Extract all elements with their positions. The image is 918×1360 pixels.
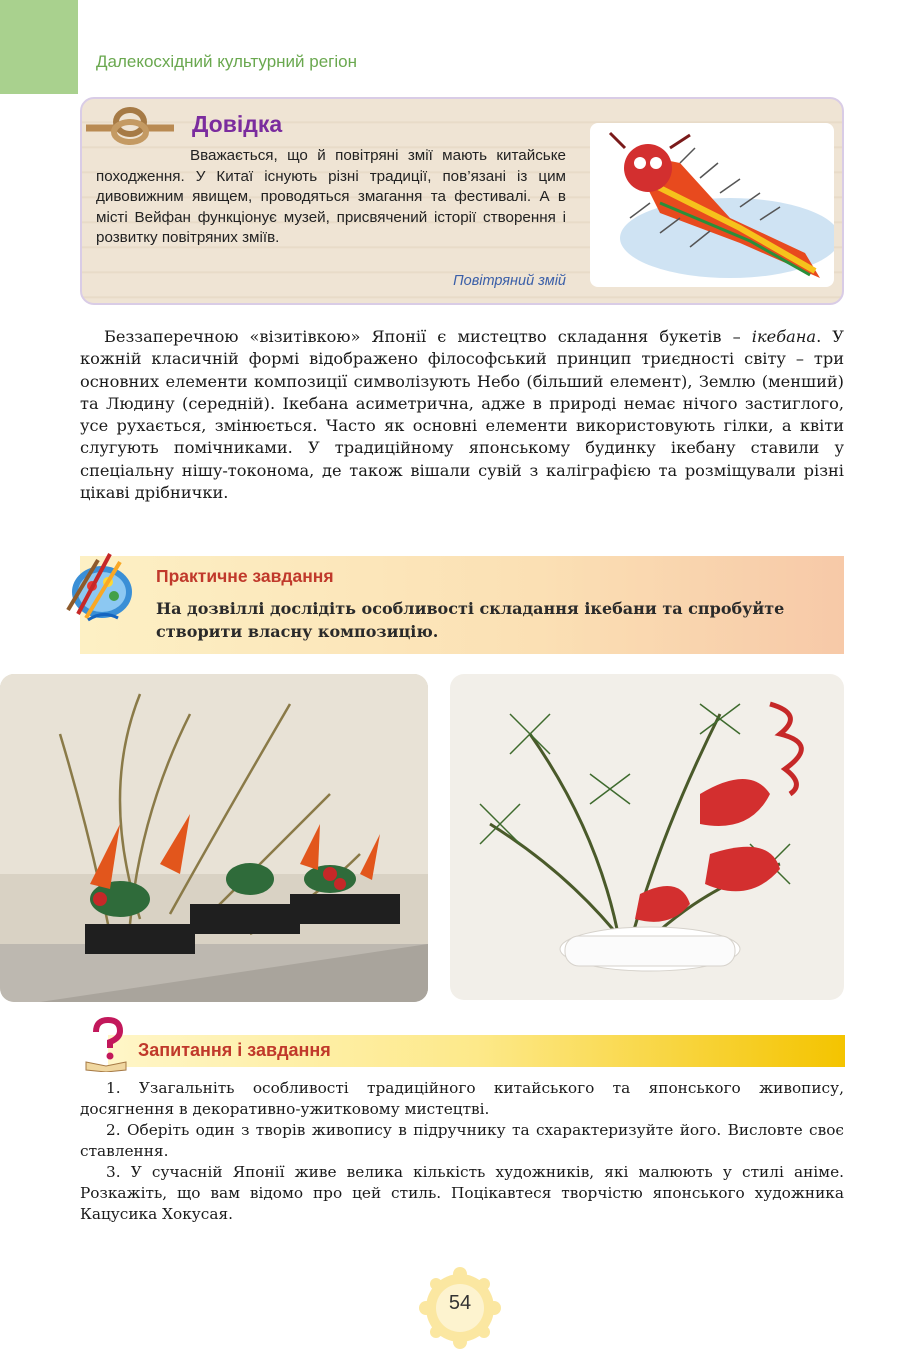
reference-text: Вважається, що й повітряні змії мають китайське походження. У Китаї існують різні традиції, пов’язані із цим дивовижним явищем, проводяться змагання та фестивалі. А в місті Вейфан функціонує музей, присвячений історії створення і розвитку повітряних зміїв. xyxy=(96,147,566,246)
ikebana-paragraph xyxy=(80,326,844,504)
page-number: 54 xyxy=(448,1292,472,1314)
question-item: 2. Оберіть один з творів живопису в підручнику та схарактеризуйте його. Висловте своє ставлення. xyxy=(80,1121,844,1160)
kite-image xyxy=(590,123,834,287)
questions-list xyxy=(80,1078,844,1225)
ikebana-photo-branches xyxy=(0,674,428,1002)
question-item: 1. Узагальніть особливості традиційного китайського та японського живопису, досягнення в декоративно-ужитковому мистецтві. xyxy=(80,1079,844,1118)
running-header: Далекосхідний культурний регіон xyxy=(96,52,358,71)
kite-caption: Повітряний змій xyxy=(453,273,566,289)
question-item: 3. У сучасній Японії живе велика кількість художників, які малюють у стилі аніме. Розкажіть, що вам відомо про цей стиль. Поцікавтеся творчістю японського художника Кацусика Хокусая. xyxy=(80,1163,844,1223)
ikebana-term: ікебана xyxy=(751,327,817,346)
palette-brushes-icon xyxy=(58,540,138,624)
ikebana-photo-anthurium xyxy=(450,674,844,1000)
practical-task-text: На дозвіллі дослідіть особливості складання ікебани та спробуйте створити власну композицію. xyxy=(156,599,785,641)
chapter-color-tab xyxy=(0,0,78,94)
rope-knot-icon xyxy=(86,104,174,148)
reference-title: Довідка xyxy=(192,111,283,137)
practical-task-title: Практичне завдання xyxy=(156,566,334,586)
paragraph-rest: . У кожній класичній формі відображено філософський принцип триєдності світу – три основних елементи композиції символізують Небо (більший елемент), Землю (менший) та Людину (середній). Ікебана асиметрична, адже в природі немає нічого застиглого, усе рухається, змінюється. Часто як основні елементи використовують гілки, а квіти слугують помічниками. У традиційному японському будинку ікебану ставили у спеціальну нішу-токонома, де також вішали сувій з каліграфією та розміщували різні цікаві дрібнички. xyxy=(80,327,844,503)
questions-title: Запитання і завдання xyxy=(138,1040,331,1060)
question-book-icon xyxy=(82,1016,130,1072)
paragraph-start: Беззаперечною «візитівкою» Японії є мистецтво складання букетів – xyxy=(104,327,741,346)
